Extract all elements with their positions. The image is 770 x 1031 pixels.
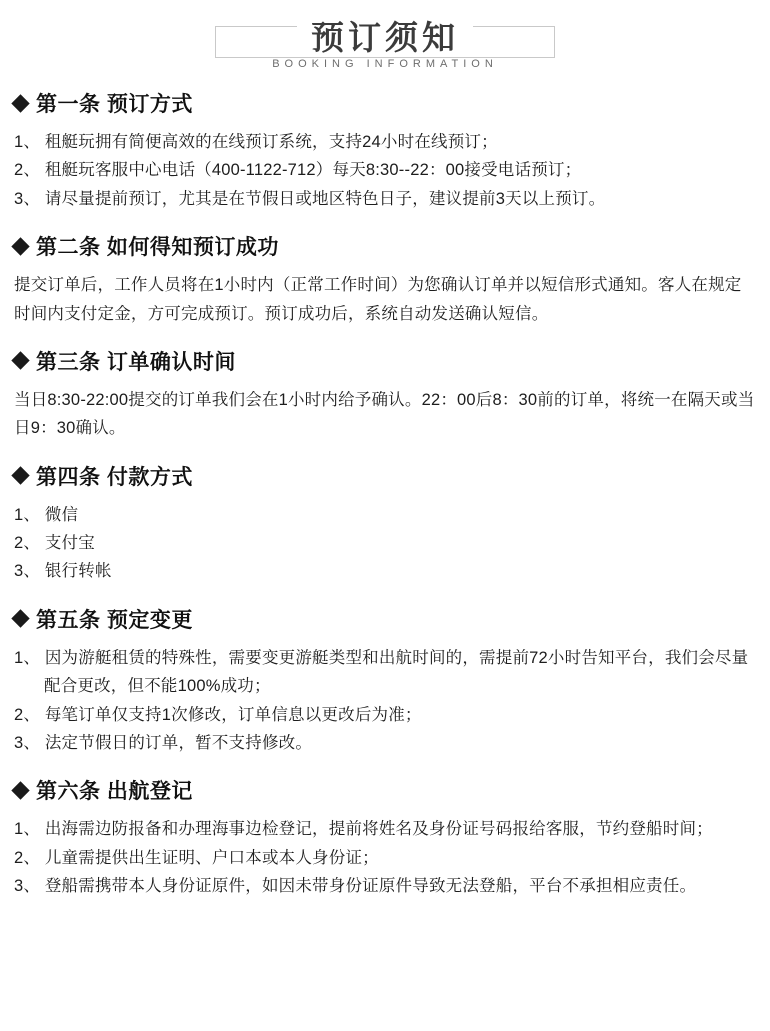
- section-paragraph: 提交订单后，工作人员将在1小时内（正常工作时间）为您确认订单并以短信形式通知。客人在规定时间内支付定金，方可完成预订。预订成功后，系统自动发送确认短信。: [14, 276, 742, 323]
- section-heading: [14, 775, 756, 805]
- list-item-text: 3、 登船需携带本人身份证原件，如因未带身份证原件导致无法登船，平台不承担相应责任。: [14, 877, 697, 895]
- list-item: [14, 557, 756, 585]
- list-item: [14, 529, 756, 557]
- section-heading: [14, 88, 756, 118]
- diamond-bullet-icon: [11, 781, 29, 799]
- section-heading-text: 第三条 订单确认时间: [36, 350, 236, 374]
- page-title: 预订须知: [297, 20, 473, 56]
- diamond-bullet-icon: [11, 237, 29, 255]
- header-subtitle-row: [215, 58, 555, 70]
- list-item-text: 3、 法定节假日的订单，暂不支持修改。: [14, 733, 313, 752]
- section-paragraph: 当日8:30-22:00提交的订单我们会在1小时内给予确认。22：00后8：30前的订单，将统一在隔天或当日9：30确认。: [14, 390, 755, 438]
- diamond-bullet-icon: [11, 466, 29, 484]
- list-item: [14, 729, 756, 757]
- list-item-text: 1、 微信: [14, 505, 79, 524]
- section-heading-text: 第六条 出航登记: [36, 780, 193, 804]
- section-confirm-notice: [14, 231, 756, 328]
- header-title-row: [215, 20, 555, 56]
- section-heading: [14, 231, 756, 261]
- list-item-text: 2、 每笔订单仅支持1次修改，订单信息以更改后为准；: [14, 705, 422, 724]
- section-payment-methods: [14, 461, 756, 586]
- diamond-bullet-icon: [11, 610, 29, 628]
- list-item: [14, 644, 756, 701]
- header-inner: [215, 20, 555, 70]
- list-item-text: 2、 支付宝: [14, 534, 95, 552]
- list-item-text: 3、 请尽量提前预订，尤其是在节假日或地区特色日子，建议提前3天以上预订。: [14, 189, 606, 208]
- section-heading-text: 第五条 预定变更: [36, 608, 193, 632]
- diamond-bullet-icon: [11, 352, 29, 370]
- list-item-text: 1、 租艇玩拥有简便高效的在线预订系统，支持24小时在线预订；: [14, 133, 498, 151]
- section-heading: [14, 461, 756, 491]
- page-subtitle: BOOKING INFORMATION: [262, 58, 508, 70]
- document-header: [14, 14, 756, 70]
- list-item-text: 1、 因为游艇租赁的特殊性，需要变更游艇类型和出航时间的，需提前72小时告知平台，我们会尽量配合更改，但不能100%成功；: [14, 648, 749, 696]
- section-booking-method: [14, 88, 756, 213]
- section-heading-text: 第二条 如何得知预订成功: [36, 236, 279, 260]
- list-item: [14, 501, 756, 529]
- diamond-bullet-icon: [11, 94, 29, 112]
- section-heading: [14, 604, 756, 634]
- section-list: [14, 815, 756, 900]
- section-confirm-time: [14, 346, 756, 443]
- section-list: [14, 501, 756, 586]
- list-item: [14, 872, 756, 900]
- section-booking-change: [14, 604, 756, 758]
- list-item: [14, 156, 756, 184]
- section-list: [14, 644, 756, 758]
- list-item: [14, 128, 756, 156]
- section-heading: [14, 346, 756, 376]
- header-rule-frame: [215, 19, 555, 71]
- list-item-text: 2、 租艇玩客服中心电话（400-1122-712）每天8:30--22：00接受电话预订；: [14, 161, 582, 180]
- list-item: [14, 701, 756, 729]
- section-departure-registration: [14, 775, 756, 900]
- list-item: [14, 844, 756, 872]
- list-item-text: 3、 银行转帐: [14, 562, 112, 581]
- list-item-text: 2、 儿童需提供出生证明、户口本或本人身份证；: [14, 848, 379, 867]
- section-heading-text: 第四条 付款方式: [36, 465, 193, 489]
- list-item-text: 1、 出海需边防报备和办理海事边检登记，提前将姓名及身份证号码报给客服，节约登船时间；: [14, 820, 713, 839]
- section-list: [14, 128, 756, 213]
- section-heading-text: 第一条 预订方式: [36, 93, 193, 116]
- list-item: [14, 185, 756, 213]
- list-item: [14, 815, 756, 843]
